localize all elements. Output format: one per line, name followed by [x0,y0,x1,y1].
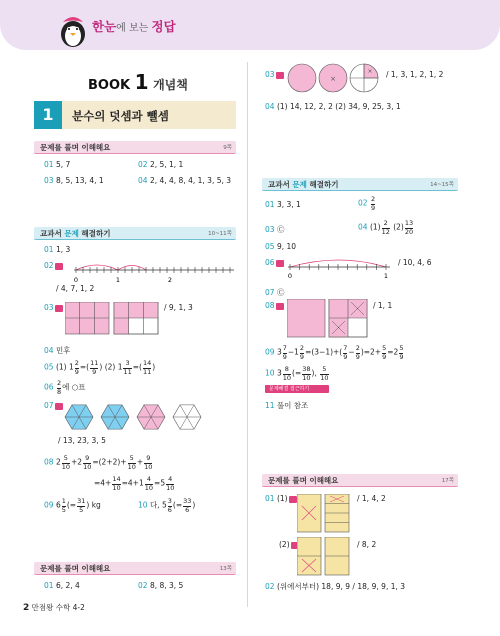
fraction: $\frac{5}{10}$ [61,454,70,471]
answer-03: 03 Ⓒ [265,225,285,234]
answer-04: 04 (1) 14, 12, 2, 2 (2) 34, 9, 25, 3, 1 [265,102,401,111]
expr-part: +2 [71,457,83,467]
example-icon [289,496,297,503]
answer-01b: / 8, 2 [357,540,377,549]
answer-11: 11 풀이 참조 [265,401,309,410]
tag-label: 문제해결 접근하기 [269,386,310,392]
penguin-mascot-icon [58,14,88,48]
fraction: $\frac{7}{9}$ [343,344,348,361]
circle-figure [287,63,382,95]
example-icon [276,303,284,310]
fraction: $\frac{9}{10}$ [144,454,153,471]
fraction-grid-figure [65,302,160,336]
fraction: $\frac{9}{10}$ [83,454,92,471]
fraction: $\frac{5}{9}$ [399,344,404,361]
answer-08-line2 [94,476,175,491]
fraction: $\frac{4}{10}$ [166,475,175,492]
number-line [70,258,238,286]
answer-02: 02 2, 5, 1, 1 [138,160,184,169]
answer-03-label: 03 [44,303,63,312]
header-title: 한눈에 보는 정답 [92,19,176,34]
expr-part: − [348,347,355,357]
rect-figure-1 [297,494,353,534]
hexagon-figure [62,402,212,432]
answer-04: 04 2, 4, 4, 8, 4, 1, 3, 5, 3 [138,176,232,185]
answer-02: 02 $\frac{2}{9}$ [358,195,376,212]
section-bar: 문제를 풀며 이해해요 17쪽 [262,474,458,487]
fraction: $\frac{7}{9}$ [282,344,287,361]
answer-02: / 4, 7, 1, 2 [56,284,95,293]
column-divider [247,62,248,607]
answer-07-label: 07 [44,401,63,410]
unit-number: 1 [34,101,62,129]
fraction: $\frac{14}{10}$ [112,475,121,492]
answer-05: 05 9, 10 [265,242,297,251]
svg-text:×: × [367,68,373,75]
answer-09: 09 3 $\frac{7}{9}$ −1 $\frac{2}{9}$ =(3−1)+( $\frac{7}{9}$ − $\frac{2}{9}$ )=2+ $\frac{5}{9}$ =2 $\frac{5}{9}$ [265,344,404,361]
answer-07: / 13, 23, 3, 5 [58,436,106,445]
answer-10: 10 다, 5 $\frac{3}{6}$ (= $\frac{33}{6}$ ) [138,497,196,514]
answer-03: 03 8, 5, 13, 4, 1 [44,176,104,185]
expr-part: =(2+2)+ [92,457,127,467]
answer-01a: / 1, 4, 2 [357,494,386,503]
answer-10: 10 3 $\frac{8}{10}$ (= $\frac{38}{10}$ ), $\frac{5}{10}$ [265,365,329,382]
expr-part: =5 [154,478,166,488]
answer-01: 01 6, 2, 4 [44,581,80,590]
answer-02: 02 8, 8, 3, 5 [138,581,184,590]
answer-09: 09 6 $\frac{1}{5}$ (= $\frac{31}{5}$ ) kg [44,497,101,514]
expr-part: =4+ [94,478,112,488]
tick-label: 0 [73,276,79,284]
answer-04: 04 (1) $\frac{2}{12}$ (2) $\frac{13}{20}$ [358,219,414,236]
section-bar: 문제를 풀며 이해해요 9쪽 [34,141,236,154]
number-line [284,255,394,281]
rect-figure-2 [297,537,353,577]
tick-label: 2 [167,276,173,284]
answer-01: 01 3, 3, 1 [265,200,301,209]
square-figure [287,299,369,339]
expr-part: −1 [287,347,299,357]
expr-part: 2 [55,457,61,467]
expr-part: + [136,457,144,467]
expr-part: 3 [276,347,282,357]
section-bar: 문제를 풀며 이해해요 13쪽 [34,562,236,575]
answer-02-label: 02 [44,261,63,270]
fraction: $\frac{2}{9}$ [355,344,360,361]
expr-part: )=2+ [360,347,382,357]
fraction: $\frac{5}{9}$ [382,344,387,361]
answer-01b-label: (2) [279,540,299,549]
answer-03-label: 03 [265,70,284,79]
unit-title: 분수의 덧셈과 뺄셈 [72,109,169,123]
tick-label: 0 [287,272,293,280]
fraction: $\frac{2}{9}$ [299,344,305,361]
expr-part: =(3−1)+( [305,347,343,357]
example-icon [276,260,284,267]
answer-07: 07 Ⓒ [265,288,285,297]
footer: 2 만점왕 수학 4-2 [23,603,85,613]
answer-06: 06 $\frac{2}{8}$ 에 ○표 [44,379,86,396]
answer-06-label: 06 [265,258,284,267]
fraction: $\frac{4}{10}$ [144,475,154,492]
svg-text:×: × [330,75,336,83]
answer-01: 01 1, 3 [44,245,71,254]
tick-label: 1 [383,272,389,280]
answer-04: 04 민후 [44,346,71,355]
example-icon [276,72,284,79]
tick-label: 1 [115,276,121,284]
section-bar: 교과서 문제 해결하기 14~15쪽 [262,178,458,191]
example-icon [55,305,63,312]
answer-08-label: 08 [265,301,284,310]
answer-08: / 1, 1 [373,301,393,310]
section-bar: 교과서 문제 해결하기 10~11쪽 [34,227,236,240]
expr-part: =4+1 [121,478,144,488]
answer-06: / 10, 4, 6 [398,258,432,267]
book-title: BOOK 1 개념책 [88,70,188,94]
fraction: $\frac{5}{10}$ [127,454,136,471]
answer-08-line1: 08 2 $\frac{5}{10}$ +2 $\frac{9}{10}$ =(2+2)+ $\frac{5}{10}$ + $\frac{9}{10}$ [44,454,153,471]
answer-01-label: 01 (1) [265,494,297,503]
example-icon [55,263,63,270]
answer-01: 01 5, 7 [44,160,71,169]
answer-05: 05 (1) 1 $\frac{2}{9}$ =( $\frac{11}{9}$ ) (2) 1 $\frac{3}{11}$ =( $\frac{14}{11}$ ) [44,359,156,376]
answer-03: / 1, 3, 1, 2, 1, 2 [386,70,444,79]
expr-part: =2 [387,347,399,357]
answer-03: / 9, 1, 3 [164,303,193,312]
answer-02: 02 (위에서부터) 18, 9, 9 / 18, 9, 9, 1, 3 [265,582,406,591]
